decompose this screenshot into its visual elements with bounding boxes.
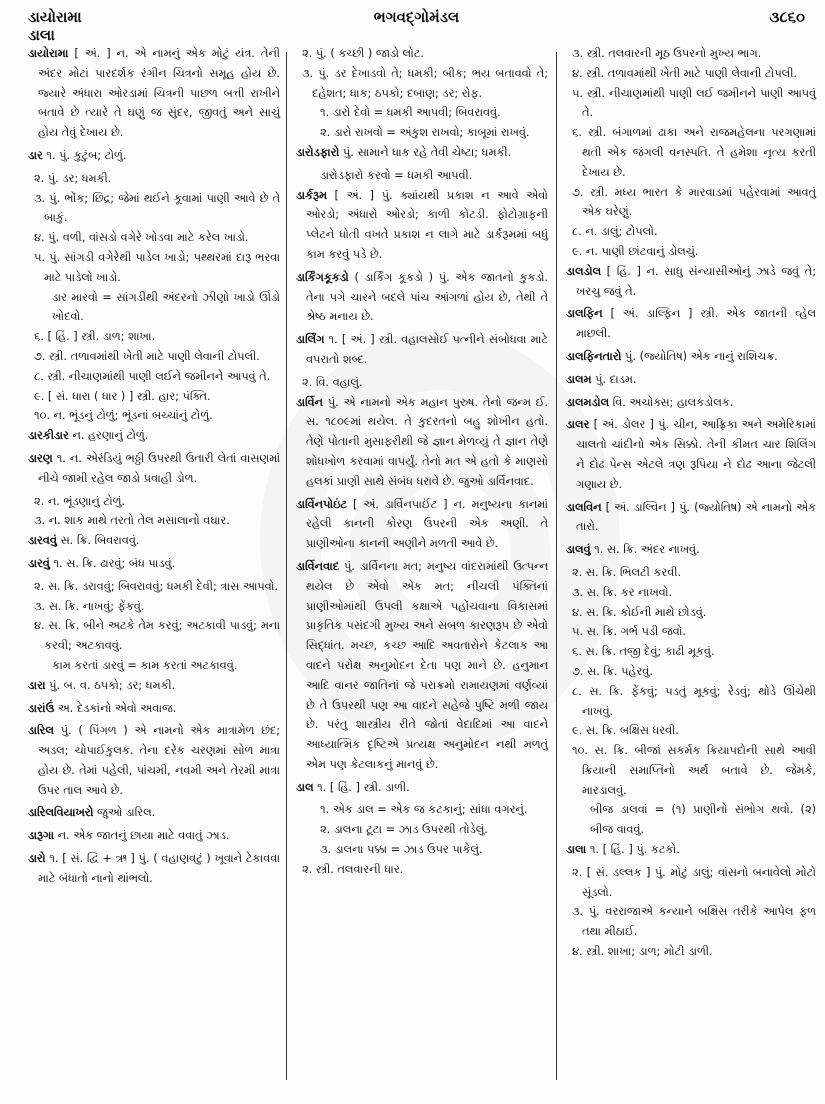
headword: ડાયોરામા [28,47,69,60]
headword: ડારણ [28,451,53,465]
definition: અ. દેડકાંનો એવો અવાજ. [54,701,177,715]
dictionary-entry [566,415,816,494]
definition: ન. હરણાનું ટોળું. [68,429,149,443]
headword: ડાલવું [566,543,591,557]
definition: [ અં. ડાર્વિનપાઈંટ ] ન. મનુષ્યના કાનમાં રહેલી કાનની કોરણ ઉપરની એક અણી. તે પ્રાણીઓના કાનની અણીને મળતી આવે છે. [306,497,548,551]
idiom: ડાર મારવો = સાંગડીથી અંદરનો ઝીણો ખાડો ઊંડો ખોદવો. [52,290,280,324]
headword: ડાલમડોલ [566,395,610,409]
sense: ૨. વિ. વહાલું. [302,375,363,389]
sense: ૨. પું. ડર; ધમકી. [34,171,112,185]
sense: ૪. પું. વળી, વાંસડો વગેરે ખોડવા માટે કરેલ ખાડો. [34,231,249,245]
headword: ડાલડોલ [566,264,602,278]
dictionary-entry [296,186,548,265]
dictionary-entry [28,554,280,574]
dictionary-entry [28,531,280,551]
guide-word-first: ડાયોરામા [28,8,82,26]
idiom: ૧. ડારો દેવો = ધમકી આપવી; બિવરાવવું. [320,106,501,120]
page-header [28,8,805,44]
sense: ૩. પું. વરરાજાએ કન્યાને બક્ષિસ તરીકે આપેલ ફળ તથા મીઠાઈ. [572,905,816,939]
sense: ૧૦. ન. ભૂંડનું ટોળું; ભૂંડનાં બચ્ચાંનું ટોળું. [34,409,213,423]
definition: પું. ડાર્વિનના મત; મનુષ્ય વાંદરામાંથી ઉત્પન્ન થયેલ છે એવો એક મત; નીચલી પંક્તિનાં પ્રાણીઓમાંથી ઉપલી કક્ષાએ પહોંચવાના વિકાસમાં પ્રાકૃતિક પસંદગી મુખ્ય અને સબળ કારણરૂપ છે એવો સિદ્ધાંત. મચ્છ, કચ્છ આદિ અવતારોને કેટલાક આ વાદને પરોક્ષ અનુમોદન દેતા પણ માને છે. હનુમાન આદિ વાનર જાતિનાં જે પરાક્રમો રામાયણમાં વર્ણવ્યાં છે તે ઉપરથી પણ આ વાદને સહેજે પુષ્ટિ મળી જાય છે. પરંતુ શાસ્ત્રીય રીતે જોતાં વેદાદિમાં આ વાદને આધ્યાત્મિક દૃષ્ટિએ પ્રત્યક્ષ અનુમોદન નથી મળતું એમ પણ કેટલાકનું માનવું છે. [306,559,548,771]
headword: ડારિલ [28,724,54,738]
sense: ૩. સ. ક્રિ. કર નાખવો. [572,585,673,599]
definition: વિ. અચોક્સ; હાલકડોલક. [609,395,734,409]
headword: ડાર્લિંગ [296,333,325,347]
sense: ૩. પું. ડર દેખાડવો તે; ધમકી; બીક; ભય બતાવવો તે; દહેશત; ધાક; ઠપકો; દબાણ; ડર; રોફ. [302,66,548,100]
definition: ૧. [ હિં. ] પું. કટકો. [586,843,680,857]
column-left [28,44,280,892]
definition: પું. બ. વ. ઠપકો; ડર; ધમકી. [45,678,176,692]
dictionary-entry [28,826,280,846]
sense: ૪. સ્ત્રી. તળાવમાંથી ખેતી માટે પાણી લેવાની ટોપલી. [572,66,798,80]
definition: [ અં. ] પું. ક્યાંયથી પ્રકાશ ન આવે એવો ઓરડો; અંધારો ઓરડો; કાળી કોટડી. ફોટોગ્રાફની પ્લેટને ધોતી વખતે પ્રકાશ ન લાગે માટે ડાર્કરૂમમાં બધું કામ કરવું પડે છે. [306,188,548,261]
definition: ૧. [ હિં. ] સ્ત્રી. ડાળી. [313,780,410,794]
dictionary-entry [566,540,816,560]
definition: ૧. પું. કુટુંબ; ટોળું. [42,148,127,162]
sense: ૫. સ્ત્રી. નીચાણમાંથી પાણી લઈ જમીનને પાણી આપવું તે. [572,86,816,120]
headword: ડાલફિનતારો [566,349,622,363]
idiom: ૨. ડારો રાખવો = અંકુશ રાખવો; કાબૂમાં રાખવું. [320,126,530,140]
dictionary-entry [28,676,280,696]
headword: ડાલા [566,843,587,857]
definition: [ અં. ] ન. એ નામનું એક મોટું યંત્ર. તેની અંદર મોટાં પારદર્શક રંગીન ચિત્રનો સમૂહ હોય છે. જ્યારે અંધારા ઓરડામાં ચિત્રની પાછળ બત્તી રાખીને બતાવે છે ત્યારે તે ઘણું જ સુંદર, જીવતું અને સાચું હોય તેવું દેખાય છે. [38,47,280,140]
idiom: ૧. એક ડાલ = એક જ કટકાનું; સાંધા વગરનું. [320,803,528,817]
headword: ડાર્કરૂમ [296,188,327,202]
page-title: ભગવદ્ગોમંડલ [373,8,460,26]
dictionary-entry [566,347,816,367]
sense: ૯. સ. ક્રિ. બક્ષિસ ધરવી. [572,724,679,738]
sense: ૮. ન. ડાલું; ટોપલો. [572,225,658,239]
headword: ડારકીડાર [28,429,69,443]
dictionary-entry [296,778,548,798]
sense: ૨. ન. ભૂંડણાનું ટોળું. [34,494,126,508]
definition: ૧. સ. ક્રિ. ઢારવું; બંધ પાડવું. [49,556,176,570]
headword: ડારો [28,852,46,866]
headword: ડારાંઉં [28,701,55,715]
definition: ૧. [ સં. દ્વિ + ઋ ] પું. ( વહાણવટું ) ખૂવાને ટેકાવવા માટે બંધાતો નાનો થાંભલો. [38,852,280,885]
headword: ડારવવું [28,534,57,548]
headword: ડારવું [28,556,50,570]
definition: પું. એ નામનો એક મહાન પુરુષ. તેનો જન્મ ઈ. સ. ૧૮૦૯માં થયેલ. તે કુદરતનો બહુ શોખીન હતો. તેણે પોતાની મુસાફરીથી જે જ્ઞાન મેળવ્યું તે જ્ઞાન તેણે શોધખોળ કરવામાં વાપર્યું. તેનો મત એ હતો કે માણસો હલકાં પ્રાણી સાથે સંબંધ ધરાવે છે. જુઓ ડાર્વિનવાદ. [306,395,548,488]
sense: ૭. સ. ક્રિ. પહેરવું. [572,664,653,678]
dictionary-entry [28,849,280,889]
definition: [ હિં. ] ન. સાધુ સંન્યાસીઓનું ઝાડે જવું તે; ખરચુ જવું તે. [576,264,816,298]
definition: ન. એક જાતનું છાયા માટે વવાતું ઝાડ. [54,829,230,843]
definition: સ. ક્રિ. બિવરાવવું. [56,534,140,548]
column-divider [286,52,287,1080]
definition: ૧. ન. એરંડિયું ભઠ્ઠી ઉપરથી ઉતારી લેતાં વાસણમાં નીચે જામી રહેલ જાડો પ્રવાહી ડોળ. [38,451,280,485]
dictionary-entry [28,721,280,800]
sense: ૩. સ્ત્રી. તલવારની મૂઠ ઉપરનો મુખ્ય ભાગ. [572,47,762,60]
sense: ૩. સ. ક્રિ. નાખવું; ફેંકવું. [34,599,145,613]
dictionary-entry [28,699,280,719]
idiom: કામ કરતાં ડારવું = કામ કરતાં અટકાવવું. [52,658,238,672]
definition: જુઓ ડારિલ. [93,806,156,820]
sense: ૨. [ સં. ડલ્લક ] પું. મોટું ડાલું; વાંસનો બનાવેલો મોટો સૂંડલો. [572,865,816,899]
definition: પું. સામાને ધાક રહે તેવી ચેષ્ટા; ધમકી. [339,145,512,159]
definition: ૧. [ અં. ] સ્ત્રી. વહાલસોઈ પત્નીને સંબોધવા માટે વપરાતો શબ્દ. [306,333,548,366]
sense: ૫. સ. ક્રિ. ગર્ભ પડી જવો. [572,625,687,639]
dictionary-entry [296,268,548,327]
sense: ૨. સ. ક્રિ. ભિલટી કરવી. [572,565,682,579]
dictionary-entry [566,498,816,538]
sense: ૪. સ્ત્રી. શાખા; ડાળ; મોટી ડાળી. [572,945,713,959]
column-divider [556,52,557,1080]
headword: ડાર [28,148,43,162]
dictionary-entry [296,393,548,492]
dictionary-entry [566,840,816,860]
dictionary-entry [28,426,280,446]
sense: ૭. સ્ત્રી. તળાવમાંથી ખેતી માટે પાણી લેવાની ટોપલી. [34,349,260,363]
headword: ડાલ [296,780,314,794]
dictionary-entry [28,449,280,489]
definition: પું. ( પિંગળ ) એ નામનો એક માત્રામેળ છંદ; અડલ; ચોપાઈકુલક. તેના દરેક ચરણમાં સોળ માત્રા હોય છે. તેમાં પહેલી, પાંચમી, નવમી અને તેરમી માત્રા ઉપર તાલ આવે છે. [38,724,280,797]
sense: ૫. પું. સાંગડી વગેરેથી પાડેલ ખાડો; પથ્થરમાં દારૂ ભરવા માટે પાડેલો ખાડો. [34,250,280,284]
headword: ડાર્વિન [296,395,323,409]
sense: ૨. પું. ( કચ્છી ) જાડો લોટ. [302,47,425,60]
sense: ૯. ન. પાણી છાંટવાનું ડોલચું. [572,244,699,258]
sense: ૯. [ સં. ધારા ( ધાર ) ] સ્ત્રી. હાર; પંક્તિ. [34,389,211,403]
headword: ડાલમ [566,372,592,386]
dictionary-entry [566,393,816,413]
sense: ૬. [ હિં. ] સ્ત્રી. ડાળ; શાખા. [34,330,156,344]
definition: પું. (જ્યોતિષ) એક નાનું રાશિચક્ર. [621,349,778,363]
headword: ડાર્કિંગકૂકડો [296,270,349,284]
definition: પું. દાડમ. [591,372,637,386]
sense: ૨. સ. ક્રિ. ડરાવવું; બિવરાવવું; ધમકી દેવી; ત્રાસ આપવો. [34,579,279,593]
sense: ૪. સ. ક્રિ. કોઈની માથે છોડવું. [572,605,707,619]
sense: ૮. સ્ત્રી. નીચાણમાંથી પાણી લઈને જમીનને આપવું તે. [34,369,271,383]
sense: ૬. સ્ત્રી. બંગાળમાં ઢાકા અને રાજમહેલના પરગણામાં થતી એક જંગલી વનસ્પતિ. તે હમેશા નૃત્ય કરતી દેખાય છે. [572,126,816,179]
idiom: બીજ ડાલવાં = (૧) પ્રાણીનો સંભોગ થવો. (૨) બીજ વાવવું. [590,803,816,837]
sense: ૮. સ. ક્રિ. ફેંકવું; પડતું મૂકવું; રેડવું; થોડે ઊંચેથી નાખવું. [572,684,816,718]
dictionary-entry [566,304,816,344]
sense: ૪. સ. ક્રિ. બીને અટકે તેમ કરવું; અટકાવી પાડવું; મના કરવી; અટકાવવું. [34,619,280,653]
dictionary-entry [566,370,816,390]
headword: ડારા [28,678,46,692]
dictionary-entry [28,146,280,166]
definition: ૧. સ. ક્રિ. અંદર નાખવું. [590,543,700,557]
headword: ડારિલવિયાખરો [28,806,94,820]
dictionary-entry [296,495,548,554]
sense: ૨. સ્ત્રી. તલવારની ધાર. [302,862,404,876]
definition: ( ડાર્કિંગ કૂકડો ) પું. એક જાતનો કુકડો. તેના પગે ચારને બદલે પાંચ આંગળાં હોય છે, તેથી તે શ્રેષ્ઠ મનાય છે. [306,270,548,324]
headword: ડાલફિન [566,307,603,321]
sense: ૩. ન. શાક માથે તરતો તેલ મસાલાનો વઘાર. [34,514,230,528]
dictionary-entry [296,557,548,775]
sense: ૬. સ. ક્રિ. તજી દેવું; કાઢી મૂકવું. [572,645,715,659]
headword: ડાલવિન [566,500,602,514]
headword: ડાર્વિનપોઇંટ [296,497,347,511]
idiom: ડારોડફારો કરવો = ધમકી આપવી. [320,168,473,182]
definition: [ અં. ડોલર ] પું. ચીન, આફ્રિકા અને અમેરિકામાં ચાલતો ચાંદીનો એક સિક્કો. તેની કીમત ચાર શિલિંગ ને દોઢ પેન્સ એટલે ત્રણ રૂપિયા ને દોઢ આના જેટલી ગણાય છે. [576,418,816,491]
definition: [ અં. ડાલ્વિન ] પું. (જ્યોતિષ) એ નામનો એક તારો. [576,500,816,534]
headword: ડારોડફારો [296,145,340,159]
headword: ડાલર [566,418,590,432]
definition: [ અં. ડાલ્ફિન ] સ્ત્રી. એક જાતની વ્હેલ માછલી. [576,307,816,341]
dictionary-entry [296,330,548,370]
dictionary-entry [566,262,816,302]
guide-word-last: ડાલા [28,26,55,44]
column-middle [296,44,548,880]
sense: ૭. સ્ત્રી. મધ્ય ભારત કે મારવાડમાં પહેરવામાં આવતું એક ઘરેણું. [572,185,816,219]
sense: ૩. પું. ભોંક; છિદ્ર; જેમાં થઈને કૂવામાં પાણી આવે છે તે બાકું. [34,191,280,225]
headword: ડાર્વિનવાદ [296,559,340,573]
dictionary-entry [296,143,548,163]
idiom: ૨. ડાલના ટૂટા = ઝાડ ઉપરથી તોડેલું. [320,823,488,837]
column-right [566,44,816,962]
dictionary-entry [28,803,280,823]
dictionary-entry [28,44,280,143]
page-number: ૩૮૬૦ [769,8,805,26]
headword: ડારૂગા [28,829,54,843]
idiom: ૩. ડાલના પક્કા = ઝાડ ઉપર પાકેલું. [320,843,483,857]
sense: ૧૦. સ. ક્રિ. બીજાં સકર્મક ક્રિયાપદોની સાથે આવી ક્રિયાની સમાપ્તિનો અર્થ બતાવે છે. જેમકે, મારડાલવું. [572,744,816,797]
